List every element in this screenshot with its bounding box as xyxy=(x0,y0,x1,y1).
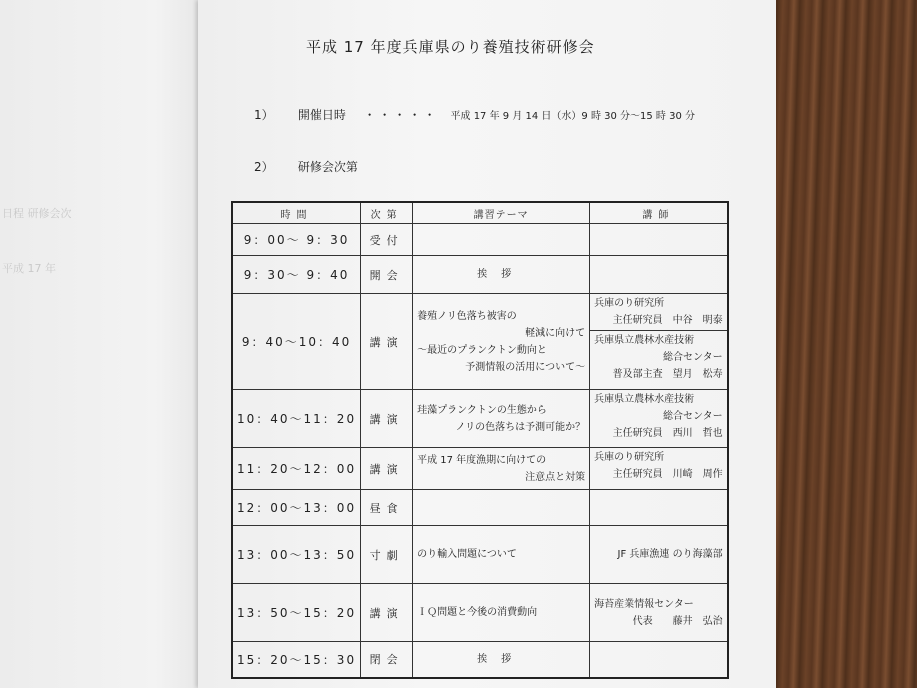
table-row xyxy=(232,256,728,294)
wooden-desk-background xyxy=(760,0,917,688)
header-time: 時間 xyxy=(232,202,361,224)
header-lecturer: 講師 xyxy=(590,202,728,224)
theme-line: 珪藻プランクトンの生態から xyxy=(417,404,547,416)
row-kind: 講演 xyxy=(361,448,413,490)
document-title: 平成 17 年度兵庫県のり養殖技術研修会 xyxy=(306,38,595,56)
row-lecturer xyxy=(590,490,728,526)
lecturer-line: 代表 藤井 弘治 xyxy=(632,615,723,627)
table-row xyxy=(232,642,728,678)
section-1-dots: ・・・・・ xyxy=(363,108,439,122)
row-theme xyxy=(413,526,590,584)
theme-line: のり輸入問題について xyxy=(417,549,517,560)
row-kind: 開会 xyxy=(361,256,413,294)
section-1-label: 開催日時 xyxy=(297,108,346,122)
lecturer-line: 兵庫のり研究所 xyxy=(594,298,665,309)
table-row xyxy=(232,490,728,526)
lecturer-line: 主任研究員 西川 哲也 xyxy=(612,428,723,439)
lecturer-line: 兵庫県立農林水産技術 xyxy=(594,335,695,346)
table-row xyxy=(232,390,728,448)
left-paper-sheet xyxy=(0,0,223,688)
table-row xyxy=(232,526,728,584)
row-time: 9：30～ 9：40 xyxy=(232,256,361,294)
row-lecturer xyxy=(590,642,728,678)
left-page-ghost-text: 平成 17 年 xyxy=(2,262,56,275)
row-time: 15：20～15：30 xyxy=(232,642,361,678)
row-lecturer xyxy=(590,256,728,294)
row-kind: 閉会 xyxy=(361,642,413,678)
left-page-ghost-text: 日程 研修会次 xyxy=(2,207,72,220)
row-theme xyxy=(413,294,590,390)
row-theme xyxy=(413,584,590,642)
row-time: 13：00～13：50 xyxy=(232,526,361,584)
lecturer-block xyxy=(590,448,727,484)
row-lecturer xyxy=(590,584,728,642)
lecturer-line: 兵庫のり研究所 xyxy=(594,452,665,463)
row-kind: 受付 xyxy=(361,224,413,256)
lecturer-line: 主任研究員 中谷 明泰 xyxy=(612,315,723,326)
header-theme: 講習テーマ xyxy=(413,202,590,224)
lecturer-line: 総合センター xyxy=(662,411,723,422)
row-lecturer xyxy=(590,390,728,448)
lecturer-block xyxy=(590,595,727,631)
row-kind: 寸劇 xyxy=(361,526,413,584)
theme-line: 予測情報の活用について～ xyxy=(465,361,586,373)
row-time: 9：00～ 9：30 xyxy=(232,224,361,256)
row-lecturer xyxy=(590,224,728,256)
row-time: 9：40～10：40 xyxy=(232,294,361,390)
row-kind: 講演 xyxy=(361,294,413,390)
lecturer-block xyxy=(590,331,727,384)
row-theme xyxy=(413,490,590,526)
lecturer-block xyxy=(590,294,727,331)
row-time: 12：00～13：00 xyxy=(232,490,361,526)
theme-line: 注意点と対策 xyxy=(525,471,586,483)
row-lecturer xyxy=(590,448,728,490)
table-row xyxy=(232,448,728,490)
section-1-datetime xyxy=(254,106,695,123)
row-theme xyxy=(413,448,590,490)
theme-line: 養殖ノリ色落ち被害の xyxy=(417,310,517,322)
table-header-row xyxy=(232,202,728,224)
row-kind: 講演 xyxy=(361,584,413,642)
section-1-value: 平成 17 年 9 月 14 日（水）9 時 30 分～15 時 30 分 xyxy=(450,111,696,122)
row-kind: 講演 xyxy=(361,390,413,448)
lecturer-line: 普及部主査 望月 松寿 xyxy=(612,369,723,380)
section-2-number: 2） xyxy=(254,160,274,174)
theme-line: ～最近のプランクトン動向と xyxy=(417,344,547,356)
section-2-heading xyxy=(254,158,358,175)
theme-line: 平成 17 年度漁期に向けての xyxy=(417,454,547,466)
row-time: 11：20～12：00 xyxy=(232,448,361,490)
row-theme xyxy=(413,224,590,256)
section-2-label: 研修会次第 xyxy=(297,160,358,174)
section-1-number: 1） xyxy=(254,108,274,122)
row-theme xyxy=(413,390,590,448)
lecturer-line: 海苔産業情報センター xyxy=(594,598,694,610)
row-lecturer xyxy=(590,294,728,390)
row-kind: 昼食 xyxy=(361,490,413,526)
row-theme: 挨拶 xyxy=(413,256,590,294)
header-kind: 次第 xyxy=(361,202,413,224)
row-theme: 挨拶 xyxy=(413,642,590,678)
lecturer-line: 兵庫県立農林水産技術 xyxy=(594,394,695,405)
table-row xyxy=(232,584,728,642)
lecturer-block xyxy=(590,390,727,443)
row-time: 10：40～11：20 xyxy=(232,390,361,448)
lecturer-line: 主任研究員 川崎 周作 xyxy=(612,469,723,480)
lecturer-line: JF 兵庫漁連 のり海藻部 xyxy=(617,549,723,560)
lecturer-line: 総合センター xyxy=(662,352,723,363)
theme-line: ノリの色落ちは予測可能か？ xyxy=(455,421,586,433)
schedule-table xyxy=(231,201,729,679)
theme-line: 軽減に向けて xyxy=(525,327,586,339)
theme-line: ＩＱ問題と今後の消費動向 xyxy=(417,607,538,618)
row-time: 13：50～15：20 xyxy=(232,584,361,642)
lecturer-block xyxy=(590,545,727,564)
row-lecturer xyxy=(590,526,728,584)
table-row xyxy=(232,294,728,390)
table-row xyxy=(232,224,728,256)
